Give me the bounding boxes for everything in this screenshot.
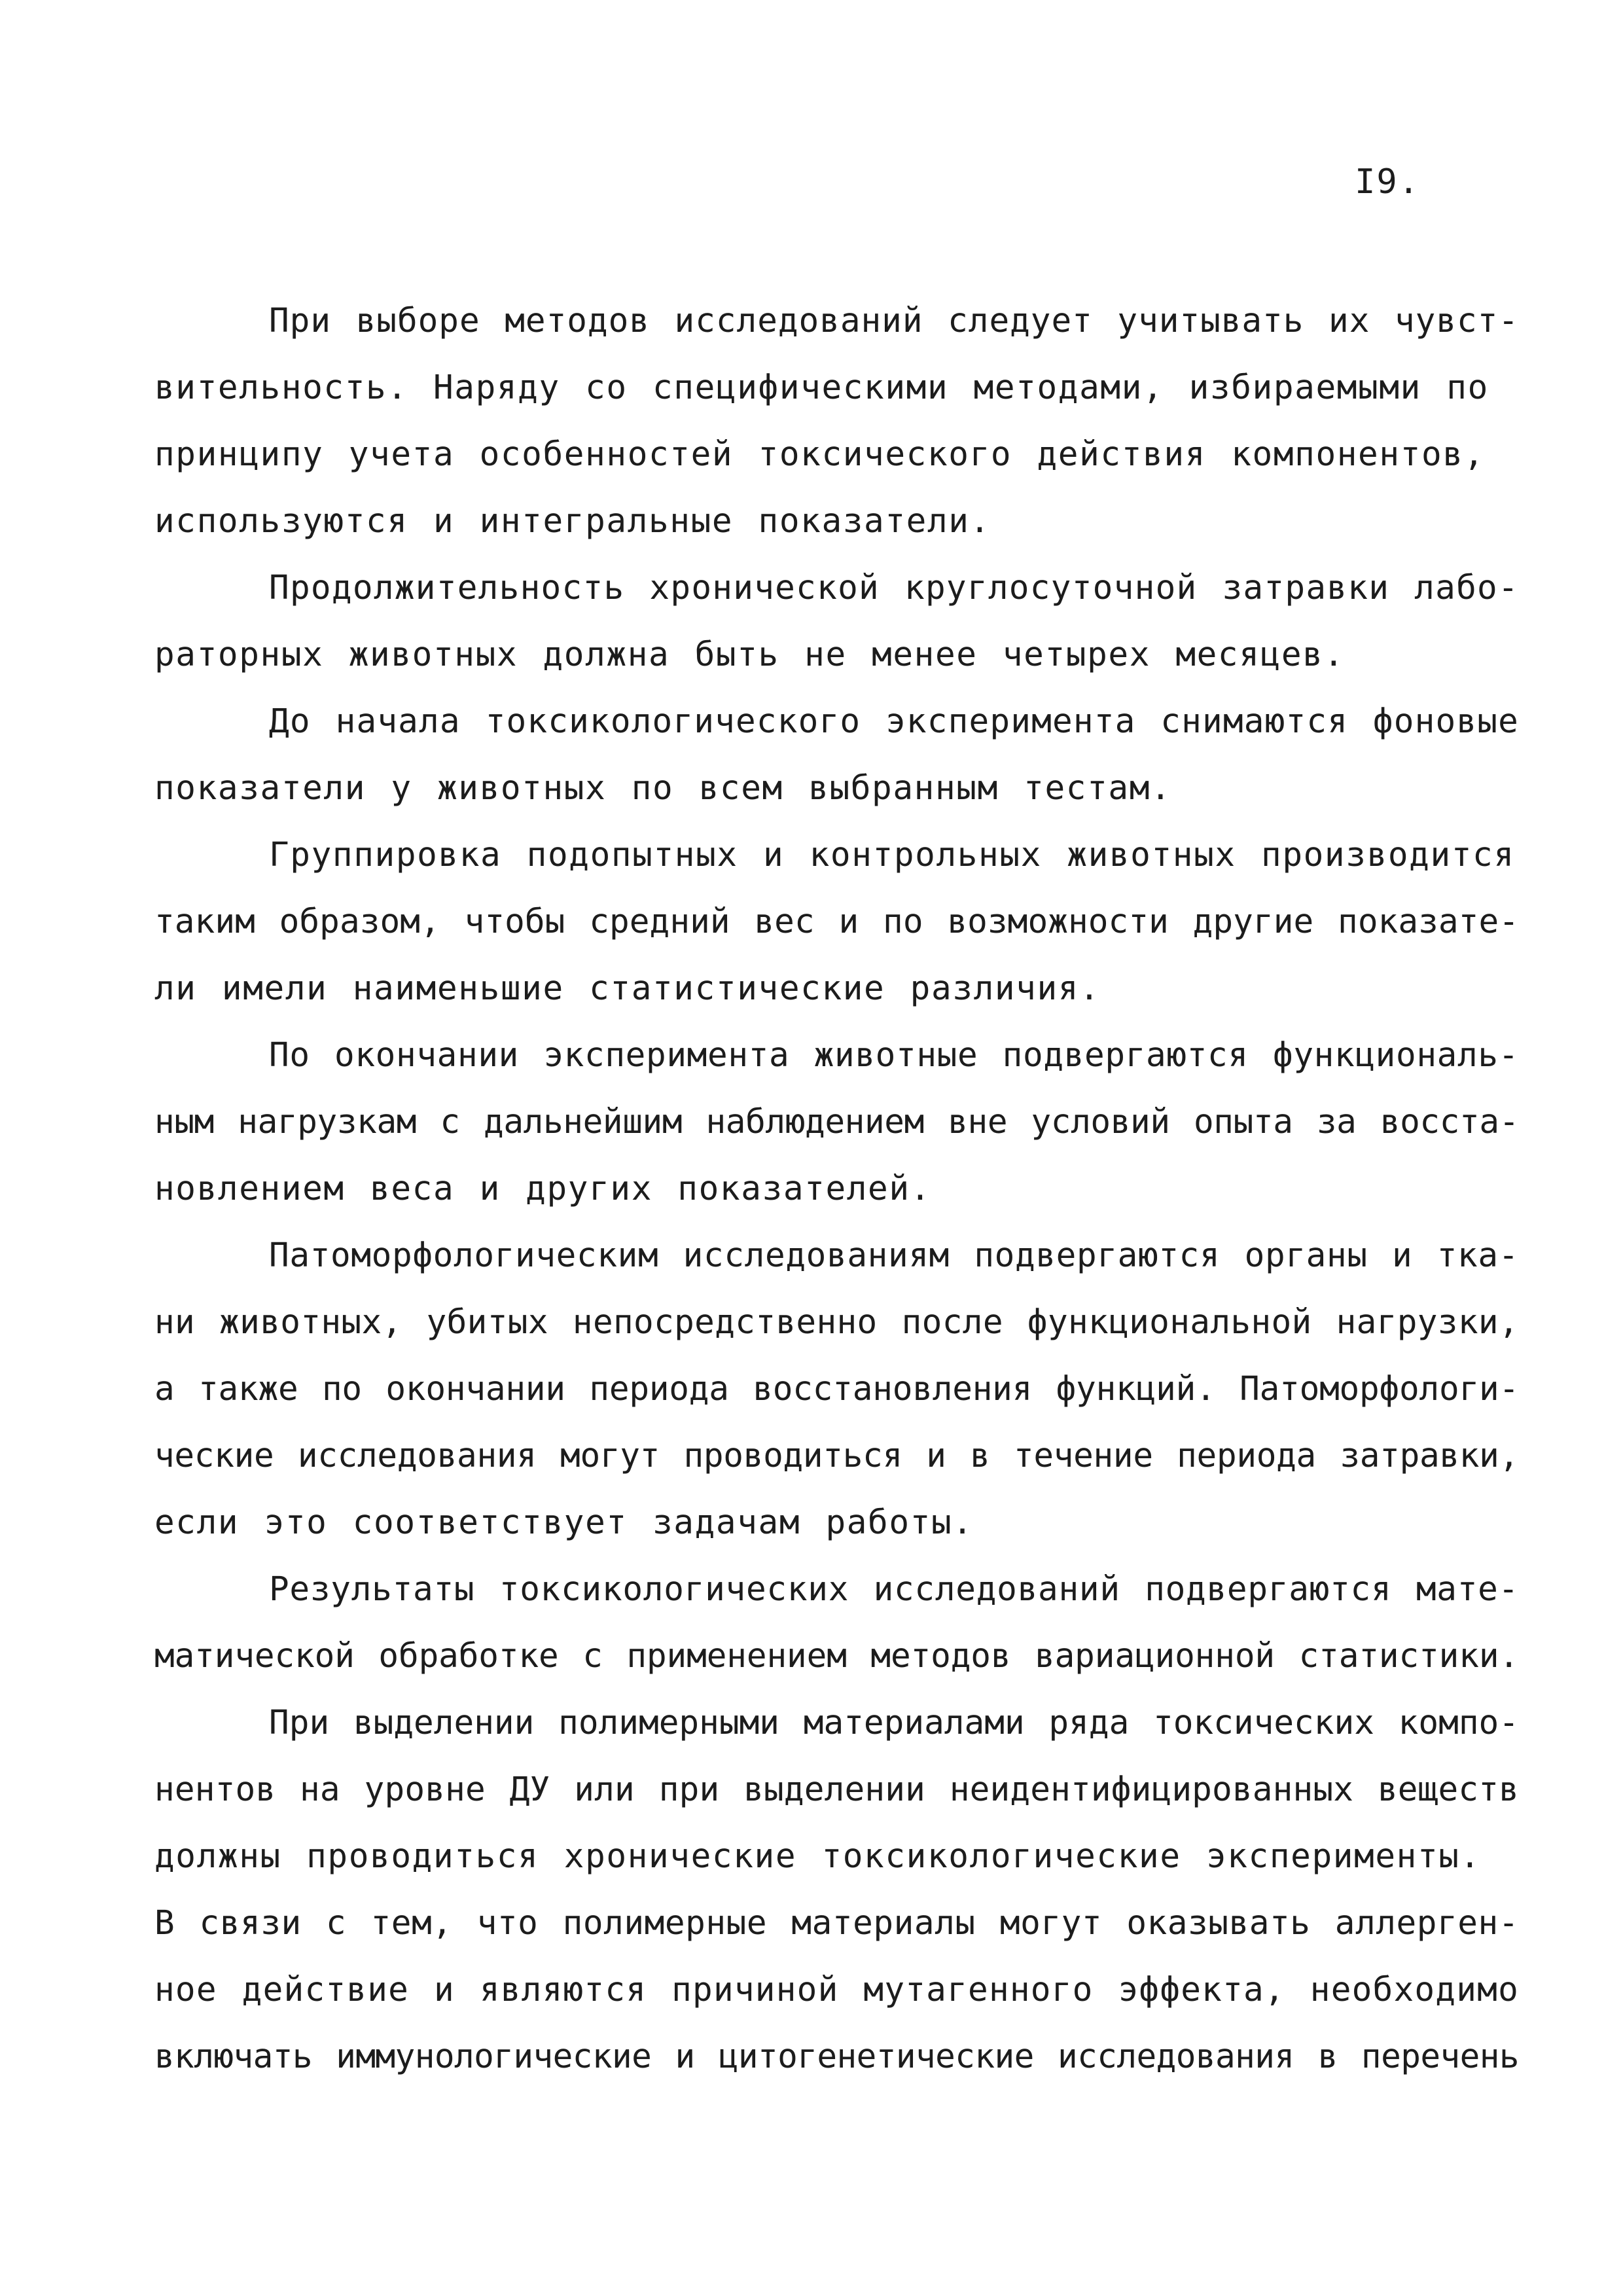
text-line: При выборе методов исследований следует учитывать их чувст- <box>269 302 1519 340</box>
text-line: должны проводиться хронические токсикологические эксперименты. <box>154 1837 1481 1876</box>
text-line: принципу учета особенностей токсического действия компонентов, <box>154 435 1485 474</box>
body-text <box>154 288 1519 2090</box>
text-line: если это соответствует задачам работы. <box>154 1503 974 1542</box>
text-line: Результаты токсикологических исследований подвергаются мате- <box>269 1570 1519 1609</box>
text-line: ным нагрузкам с дальнейшим наблюдением вне условий опыта за восста- <box>154 1103 1519 1141</box>
text-line: Патоморфологическим исследованиям подвергаются органы и тка- <box>269 1236 1519 1275</box>
text-line: раторных животных должна быть не менее четырех месяцев. <box>154 636 1345 674</box>
text-line: используются и интегральные показатели. <box>154 502 991 541</box>
text-line: ли имели наименьшие статистические различия. <box>154 969 1101 1008</box>
text-line: При выделении полимерными материалами ряда токсических компо- <box>269 1704 1519 1742</box>
text-line: По окончании эксперимента животные подвергаются функциональ- <box>269 1036 1519 1075</box>
text-line: До начала токсикологического эксперимента снимаются фоновые <box>269 702 1519 741</box>
text-line: Группировка подопытных и контрольных животных производится <box>269 836 1515 874</box>
text-line: Продолжительность хронической круглосуточной затравки лабо- <box>269 569 1519 607</box>
text-line: ное действие и являются причиной мутагенного эффекта, необходимо <box>154 1971 1519 2009</box>
text-line: ни животных, убитых непосредственно после функциональной нагрузки, <box>154 1303 1519 1342</box>
page-number: I9. <box>1355 162 1420 202</box>
text-line: таким образом, чтобы средний вес и по возможности другие показате- <box>154 903 1519 941</box>
text-line: включать иммунологические и цитогенетические исследования в перечень <box>154 2037 1519 2076</box>
text-line: ческие исследования могут проводиться и в течение периода затравки, <box>154 1437 1519 1475</box>
text-line: В связи с тем, что полимерные материалы могут оказывать аллерген- <box>154 1904 1519 1943</box>
text-line: а также по окончании периода восстановления функций. Патоморфологи- <box>154 1370 1519 1408</box>
text-line: вительность. Наряду со специфическими методами, избираемыми по <box>154 368 1489 407</box>
text-line: показатели у животных по всем выбранным тестам. <box>154 769 1172 808</box>
text-line: матической обработке с применением методов вариационной статистики. <box>154 1637 1519 1676</box>
text-line: новлением веса и других показателей. <box>154 1170 931 1208</box>
text-line: нентов на уровне ДУ или при выделении неидентифицированных веществ <box>154 1770 1519 1809</box>
